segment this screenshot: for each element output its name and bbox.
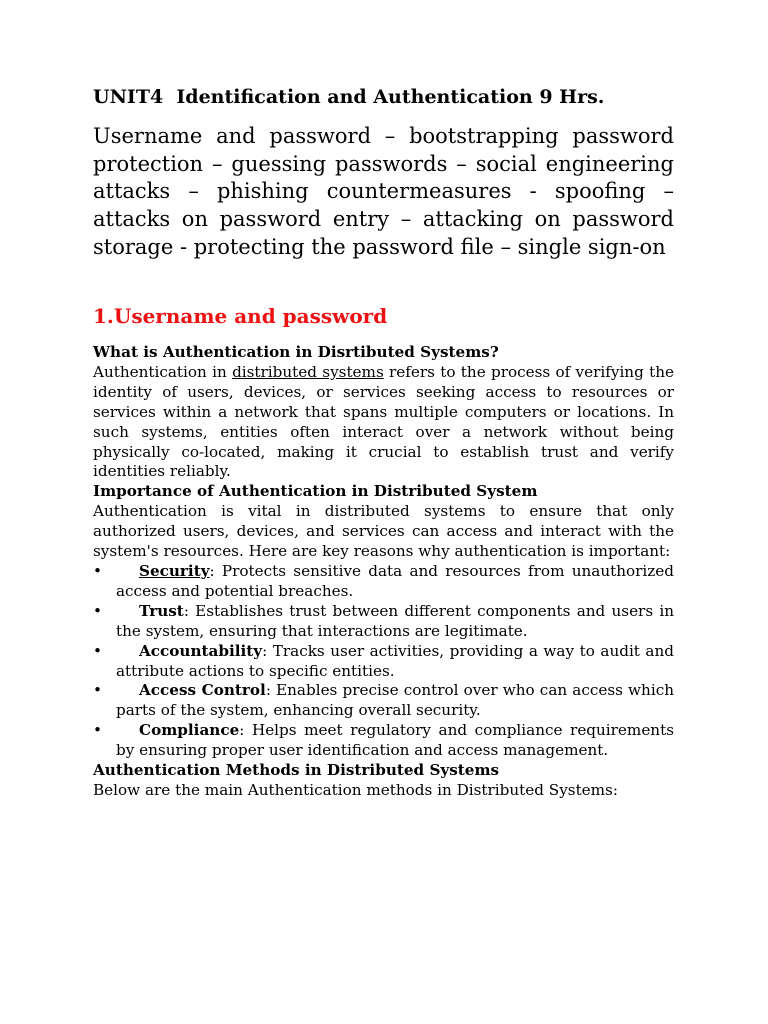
unit-title: UNIT4 Identification and Authentication 9 Hrs. (93, 86, 605, 108)
bullet-text: : Tracks user activities, providing a way to audit and attribute actions to specific entities. (116, 641, 674, 680)
bullet-icon: • (93, 561, 102, 580)
list-item (93, 642, 674, 682)
bullet-icon: • (93, 601, 102, 620)
subheading-what-is-authentication: What is Authentication in Disrtibuted Systems? (93, 343, 499, 361)
section-body (93, 343, 674, 801)
bullet-term[interactable]: Security (139, 561, 210, 580)
bullet-icon: • (93, 721, 102, 740)
importance-bullet-list (93, 562, 674, 761)
bullet-term: Accountability (139, 641, 263, 660)
list-item (93, 602, 674, 642)
bullet-text: : Helps meet regulatory and compliance requirements by ensuring proper user identification and access management. (116, 721, 674, 760)
syllabus-paragraph: Username and password – bootstrapping password protection – guessing passwords – social engineering attacks – phishing countermeasures - spoofing – attacks on password entry – attacking on password storage - protecting the password file – single sign-on (93, 124, 674, 259)
bullet-text: : Establishes trust between different components and users in the system, ensuring that interactions are legitimate. (116, 601, 674, 640)
bullet-term: Access Control (139, 681, 266, 700)
bullet-term: Compliance (139, 721, 240, 740)
definition-text-start: Authentication in (93, 362, 233, 381)
list-item (93, 562, 674, 602)
bullet-icon: • (93, 681, 102, 700)
section-heading: 1.Username and password (93, 304, 388, 328)
bullet-text: : Protects sensitive data and resources from unauthorized access and potential breaches. (116, 561, 674, 600)
subheading-importance: Importance of Authentication in Distributed System (93, 482, 538, 501)
bullet-icon: • (93, 641, 102, 660)
list-item (93, 721, 674, 761)
authentication-definition-paragraph (93, 363, 674, 482)
subheading-methods: Authentication Methods in Distributed Systems (93, 761, 500, 780)
methods-intro-paragraph: Below are the main Authentication methods in Distributed Systems: (93, 780, 618, 799)
importance-paragraph: Authentication is vital in distributed systems to ensure that only authorized users, devices, and services can access and interact with the system's resources. Here are key reasons why authentication is important: (93, 502, 674, 561)
distributed-systems-link[interactable]: distributed systems (232, 362, 384, 381)
list-item (93, 681, 674, 721)
bullet-term: Trust (139, 601, 184, 620)
definition-text-end: refers to the process of verifying the identity of users, devices, or services seeking access to resources or services within a network that spans multiple computers or locations. In such systems, entities often interact over a network without being physically co-located, making it crucial to establish trust and verify identities reliably. (93, 362, 674, 481)
bullet-text: : Enables precise control over who can access which parts of the system, enhancing overall security. (116, 681, 674, 720)
